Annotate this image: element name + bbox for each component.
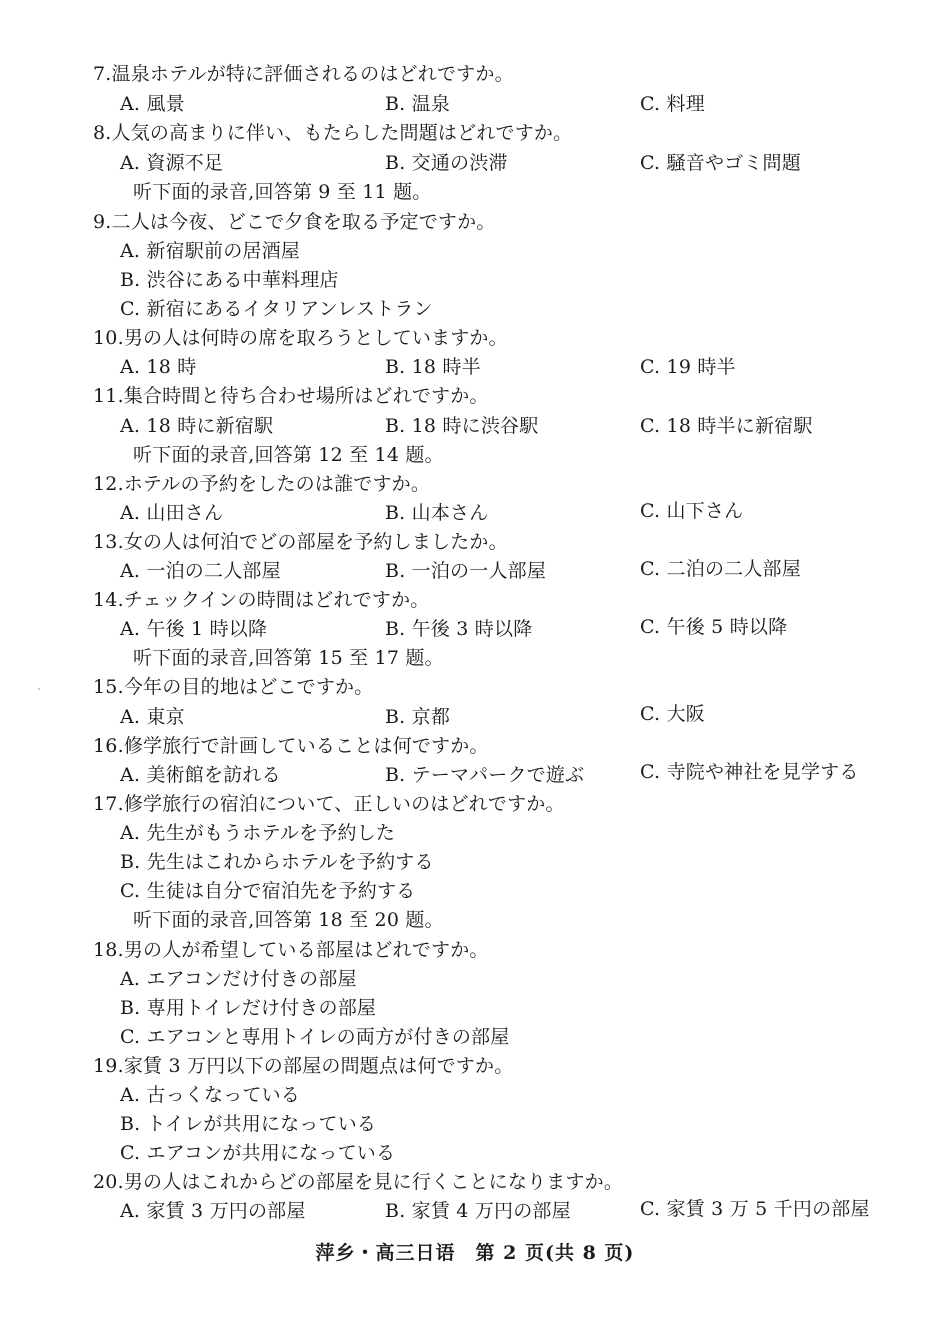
- option-9c: C. 新宿にあるイタリアンレストラン: [120, 298, 433, 320]
- option-19a: A. 古っくなっている: [120, 1084, 301, 1106]
- option-10c: C. 19 時半: [640, 356, 736, 378]
- page-footer: 萍乡・高三日语 第 2 页(共 8 页): [315, 1242, 635, 1264]
- option-9a: A. 新宿駅前の居酒屋: [120, 240, 301, 262]
- section-instruction: 听下面的录音,回答第 15 至 17 题。: [133, 647, 444, 669]
- question-number: 19.: [93, 1055, 124, 1077]
- option-16b: B. テーマパークで遊ぶ: [385, 764, 585, 786]
- question-20: [93, 1170, 623, 1194]
- option-15a: A. 東京: [120, 706, 185, 728]
- option-15c: C. 大阪: [640, 703, 705, 725]
- option-17a: A. 先生がもうホテルを予約した: [120, 822, 396, 844]
- option-7c: C. 料理: [640, 93, 705, 115]
- option-14c: C. 午後 5 時以降: [640, 616, 788, 638]
- question-7: [93, 62, 514, 86]
- question-number: 17.: [93, 793, 124, 815]
- question-number: 9.: [93, 211, 112, 233]
- scan-speck: [38, 688, 40, 690]
- question-number: 7.: [93, 63, 112, 85]
- option-17c: C. 生徒は自分で宿泊先を予約する: [120, 880, 416, 902]
- question-text: 二人は今夜、どこで夕食を取る予定ですか。: [111, 211, 496, 233]
- question-number: 13.: [93, 531, 124, 553]
- question-number: 18.: [93, 939, 124, 961]
- option-13a: A. 一泊の二人部屋: [120, 560, 281, 582]
- option-14a: A. 午後 1 時以降: [120, 618, 268, 640]
- question-text: ホテルの予約をしたのは誰ですか。: [123, 473, 431, 495]
- question-text: 男の人は何時の席を取ろうとしていますか。: [123, 327, 508, 349]
- option-11a: A. 18 時に新宿駅: [120, 415, 274, 437]
- option-12a: A. 山田さん: [120, 502, 224, 524]
- option-9b: B. 渋谷にある中華料理店: [120, 269, 339, 291]
- option-18b: B. 専用トイレだけ付きの部屋: [120, 997, 377, 1019]
- option-20b: B. 家賃 4 万円の部屋: [385, 1200, 571, 1222]
- option-19b: B. トイレが共用になっている: [120, 1113, 377, 1135]
- option-14b: B. 午後 3 時以降: [385, 618, 533, 640]
- question-14: [93, 588, 430, 612]
- section-instruction: 听下面的录音,回答第 12 至 14 题。: [133, 444, 444, 466]
- option-19c: C. エアコンが共用になっている: [120, 1142, 396, 1164]
- option-7b: B. 温泉: [385, 93, 451, 115]
- option-12b: B. 山本さん: [385, 502, 489, 524]
- option-8a: A. 資源不足: [120, 152, 224, 174]
- question-number: 12.: [93, 473, 124, 495]
- question-9: [93, 210, 496, 234]
- option-12c: C. 山下さん: [640, 500, 744, 522]
- question-13: [93, 530, 508, 554]
- option-7a: A. 風景: [120, 93, 185, 115]
- option-10a: A. 18 時: [120, 356, 197, 378]
- section-instruction: 听下面的录音,回答第 9 至 11 题。: [133, 181, 432, 203]
- option-18a: A. エアコンだけ付きの部屋: [120, 968, 357, 990]
- option-13b: B. 一泊の一人部屋: [385, 560, 547, 582]
- question-text: 今年の目的地はどこですか。: [123, 676, 374, 698]
- option-13c: C. 二泊の二人部屋: [640, 558, 801, 580]
- option-15b: B. 京都: [385, 706, 451, 728]
- option-20a: A. 家賃 3 万円の部屋: [120, 1200, 306, 1222]
- option-16a: A. 美術館を訪れる: [120, 764, 281, 786]
- question-number: 20.: [93, 1171, 124, 1193]
- question-text: チェックインの時間はどれですか。: [123, 589, 430, 611]
- question-16: [93, 734, 489, 758]
- question-text: 集合時間と待ち合わせ場所はどれですか。: [123, 385, 489, 407]
- option-18c: C. エアコンと専用トイレの両方が付きの部屋: [120, 1026, 510, 1048]
- section-instruction: 听下面的录音,回答第 18 至 20 题。: [133, 909, 444, 931]
- question-8: [93, 121, 572, 145]
- question-text: 男の人はこれからどの部屋を見に行くことになりますか。: [123, 1171, 624, 1193]
- question-text: 人気の高まりに伴い、もたらした問題はどれですか。: [111, 122, 573, 144]
- question-text: 修学旅行の宿泊について、正しいのはどれですか。: [123, 793, 565, 815]
- question-number: 15.: [93, 676, 124, 698]
- question-text: 温泉ホテルが特に評価されるのはどれですか。: [111, 63, 514, 85]
- option-11b: B. 18 時に渋谷駅: [385, 415, 539, 437]
- option-16c: C. 寺院や神社を見学する: [640, 761, 859, 783]
- option-8b: B. 交通の渋滞: [385, 152, 508, 174]
- question-text: 女の人は何泊でどの部屋を予約しましたか。: [123, 531, 508, 553]
- option-11c: C. 18 時半に新宿駅: [640, 415, 813, 437]
- question-number: 11.: [93, 385, 124, 407]
- question-12: [93, 472, 430, 496]
- question-number: 14.: [93, 589, 124, 611]
- option-8c: C. 騒音やゴミ問題: [640, 152, 801, 174]
- question-number: 10.: [93, 327, 124, 349]
- question-10: [93, 326, 508, 350]
- question-text: 修学旅行で計画していることは何ですか。: [123, 735, 489, 757]
- option-20c: C. 家賃 3 万 5 千円の部屋: [640, 1198, 870, 1220]
- question-11: [93, 384, 489, 408]
- question-number: 16.: [93, 735, 124, 757]
- question-number: 8.: [93, 122, 112, 144]
- option-10b: B. 18 時半: [385, 356, 481, 378]
- question-18: [93, 938, 489, 962]
- question-text: 男の人が希望している部屋はどれですか。: [123, 939, 489, 961]
- question-17: [93, 792, 565, 816]
- question-19: [93, 1054, 513, 1078]
- question-text: 家賃 3 万円以下の部屋の問題点は何ですか。: [123, 1055, 514, 1077]
- question-15: [93, 675, 373, 699]
- option-17b: B. 先生はこれからホテルを予約する: [120, 851, 434, 873]
